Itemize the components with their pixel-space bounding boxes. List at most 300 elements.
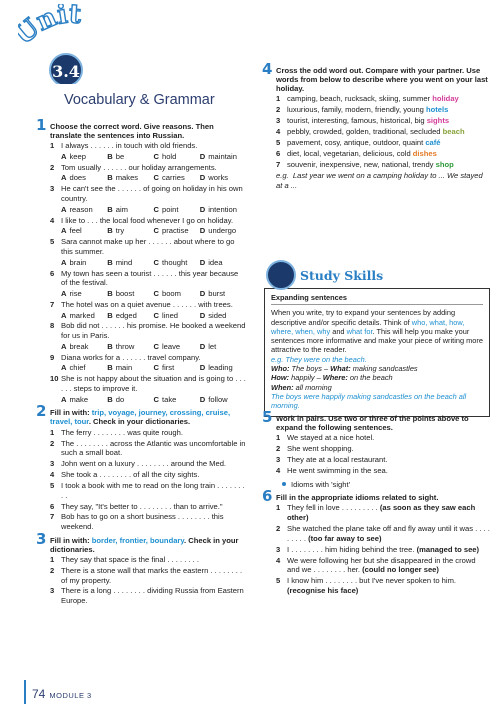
- exercise-item: [50, 374, 246, 393]
- exercise-item: [276, 545, 490, 555]
- item-sentence: We stayed at a nice hotel.: [287, 433, 375, 443]
- option-word: point: [161, 204, 179, 214]
- item-number: 5: [276, 137, 281, 147]
- option-letter: D: [199, 341, 206, 351]
- answer-option: [107, 395, 153, 405]
- item-sentence: There is a long . . . . . . . . dividing Russia from Eastern Europe.: [61, 586, 244, 606]
- item-text: [61, 470, 246, 480]
- item-number: 7: [276, 159, 281, 169]
- item-text: [61, 512, 246, 531]
- item-number: 1: [276, 503, 281, 513]
- option-letter: C: [153, 363, 159, 373]
- option-letter: D: [199, 151, 206, 161]
- item-text: [61, 321, 246, 340]
- item-sentence: Bob did not . . . . . . his promise. He booked a weekend for us in Paris.: [61, 321, 246, 341]
- exercise-item: [50, 586, 246, 605]
- answer-option: [107, 289, 153, 299]
- item-text: [287, 444, 490, 454]
- item-number: 8: [50, 321, 55, 331]
- option-letter: B: [107, 151, 113, 161]
- item-text: [287, 466, 490, 476]
- item-hint: (too far away to see): [308, 533, 382, 543]
- item-sentence: She took a . . . . . . . . of all the city sights.: [61, 470, 200, 480]
- item-headword: holiday: [432, 94, 459, 104]
- option-word: edged: [115, 310, 137, 320]
- option-letter: A: [61, 226, 67, 236]
- item-headword: hotels: [426, 105, 449, 115]
- answer-options: [50, 395, 246, 405]
- option-word: lined: [161, 310, 179, 320]
- option-word: boost: [115, 288, 135, 298]
- item-text: [287, 149, 490, 159]
- item-text: [61, 459, 246, 469]
- exercise-item: [276, 455, 490, 465]
- exercise-number: 5: [262, 408, 273, 426]
- option-word: follow: [208, 394, 228, 404]
- item-sentence: pebbly, crowded, golden, traditional, secluded: [287, 126, 443, 136]
- item-number: 4: [276, 126, 281, 136]
- item-sentence: He can't see the . . . . . . of going on holiday in his own country.: [61, 184, 243, 204]
- option-word: brain: [69, 257, 87, 267]
- exercise-item: [50, 459, 246, 469]
- item-text: [61, 439, 246, 458]
- option-word: works: [208, 173, 229, 183]
- item-headword: dishes: [412, 148, 437, 158]
- answer-option: [61, 363, 107, 373]
- answer-option: [154, 205, 200, 215]
- exercise-item: [276, 576, 490, 595]
- item-sentence: I like to . . . the local food whenever I go on holiday.: [61, 215, 234, 225]
- option-letter: A: [61, 257, 67, 267]
- answer-option: [61, 395, 107, 405]
- option-word: rise: [69, 288, 82, 298]
- exercise-item: [50, 353, 246, 363]
- item-sentence: She is not happy about the situation and is going to . . . . . . steps to improve it.: [61, 374, 246, 394]
- item-sentence: camping, beach, rucksack, skiing, summer: [287, 94, 433, 104]
- answer-option: [154, 342, 200, 352]
- item-text: [287, 455, 490, 465]
- item-number: 1: [276, 94, 281, 104]
- option-word: main: [115, 363, 133, 373]
- item-hint: (recognise his face): [287, 585, 359, 595]
- module-label: MODULE 3: [49, 691, 92, 700]
- option-word: boom: [161, 288, 181, 298]
- option-word: practise: [161, 226, 189, 236]
- exercise-item: [276, 127, 490, 137]
- exercise-instruction: Fill in the appropriate idioms related to sight.: [276, 493, 439, 503]
- exercise-item: [50, 141, 246, 151]
- exercise-item: [276, 94, 490, 104]
- item-headword: beach: [442, 126, 465, 136]
- item-number: 2: [50, 565, 55, 575]
- option-letter: D: [199, 257, 206, 267]
- exercise-item: [276, 444, 490, 454]
- option-letter: C: [153, 310, 159, 320]
- item-number: 3: [276, 454, 281, 464]
- exercise-item: [50, 321, 246, 340]
- answer-option: [200, 342, 246, 352]
- item-sentence: They say, "It's better to . . . . . . . . than to arrive.": [61, 501, 223, 511]
- option-word: makes: [115, 173, 139, 183]
- item-number: 2: [276, 524, 281, 534]
- exercise-item: [50, 163, 246, 173]
- option-word: does: [69, 173, 86, 183]
- item-number: 3: [50, 459, 55, 469]
- option-word: make: [69, 394, 89, 404]
- answer-option: [107, 363, 153, 373]
- item-text: [287, 576, 490, 595]
- item-sentence: John went on a luxury . . . . . . . . around the Med.: [61, 459, 227, 469]
- right-column-bottom: [264, 410, 490, 596]
- item-text: [61, 353, 246, 363]
- answer-options: [50, 258, 246, 268]
- option-letter: B: [107, 204, 113, 214]
- item-number: 5: [50, 480, 55, 490]
- option-letter: B: [107, 173, 113, 183]
- item-text: [287, 503, 490, 522]
- item-sentence: They say that space is the final . . . . . . . .: [61, 554, 200, 564]
- option-letter: A: [61, 363, 67, 373]
- answer-option: [107, 173, 153, 183]
- exercise-instruction: Fill in with: border, frontier, boundary. Check in your dictionaries.: [50, 535, 239, 554]
- item-text: [287, 433, 490, 443]
- item-sentence: The hotel was on a quiet avenue . . . . . . with trees.: [61, 299, 233, 309]
- item-sentence: diet, local, vegetarian, delicious, cold: [287, 148, 413, 158]
- page-number: 74: [32, 687, 46, 701]
- option-letter: C: [153, 341, 159, 351]
- option-word: let: [208, 341, 217, 351]
- study-skills-box: Study Skills Expanding sentences When you write, try to expand your sentences by adding descriptive and/or specific details. Think of who, what, how, where, when, why and what for. This will help you make your sentences more informative and make your piece of writing more attractive to the reader. e.g. They were on the beach. Who: The boys – What: making sandcastles How: happily – Where: on the beach When: all morning The boys were happily making sandcastles on the beach all morning.: [264, 266, 490, 417]
- item-sentence: luxurious, family, modern, friendly, young: [287, 105, 426, 115]
- option-word: aim: [115, 204, 128, 214]
- item-hint: (could no longer see): [362, 565, 439, 575]
- option-letter: C: [153, 226, 159, 236]
- item-sentence: The . . . . . . . . across the Atlantic was uncomfortable in such a small boat.: [61, 438, 246, 458]
- item-sentence: She went shopping.: [287, 444, 354, 454]
- answer-option: [61, 258, 107, 268]
- answer-option: [107, 311, 153, 321]
- answer-option: [154, 363, 200, 373]
- answer-option: [200, 258, 246, 268]
- page-footer: [32, 687, 92, 701]
- item-sentence: souvenir, inexpensive, new, national, trendy: [287, 159, 436, 169]
- answer-options: [50, 152, 246, 162]
- item-text: [61, 163, 246, 173]
- exercise-item: [276, 160, 490, 170]
- item-text: [61, 184, 246, 203]
- item-number: 3: [276, 544, 281, 554]
- answer-option: [61, 173, 107, 183]
- item-headword: sights: [426, 115, 450, 125]
- exercise-item: [276, 433, 490, 443]
- item-text: [61, 555, 246, 565]
- exercise-item: [276, 524, 490, 543]
- exercise-item: [50, 512, 246, 531]
- answer-option: [107, 226, 153, 236]
- unit-number: 3.4: [52, 62, 80, 81]
- item-text: [61, 481, 246, 500]
- option-letter: B: [107, 341, 113, 351]
- answer-option: [154, 152, 200, 162]
- item-sentence: There is a stone wall that marks the eastern . . . . . . . . of my property.: [61, 565, 243, 585]
- exercise-item: [276, 105, 490, 115]
- exercise-instruction: Choose the correct word. Give reasons. Then translate the sentences into Russian.: [50, 122, 214, 140]
- answer-option: [154, 395, 200, 405]
- item-number: 4: [276, 555, 281, 565]
- answer-options: [50, 289, 246, 299]
- item-sentence: They fell in love . . . . . . . . .: [287, 503, 380, 513]
- option-letter: C: [153, 204, 159, 214]
- item-number: 6: [50, 501, 55, 511]
- option-letter: A: [61, 341, 67, 351]
- item-text: [287, 105, 490, 115]
- idioms-heading: Idioms with 'sight': [264, 480, 490, 490]
- exercise-number: 4: [262, 60, 273, 78]
- option-letter: C: [153, 173, 159, 183]
- item-text: [61, 216, 246, 226]
- item-text: [287, 127, 490, 137]
- item-text: [61, 269, 246, 288]
- keyword-list: border, frontier, boundary: [91, 535, 185, 545]
- item-sentence: The ferry . . . . . . . . was quite rough.: [61, 427, 183, 437]
- exercise-item: [50, 439, 246, 458]
- exercise-number: 6: [262, 487, 273, 506]
- section-title: Vocabulary & Grammar: [64, 92, 215, 108]
- answer-options: [50, 173, 246, 183]
- item-headword: café: [425, 137, 441, 147]
- option-letter: D: [199, 363, 206, 373]
- unit-word: nit: [31, 4, 83, 38]
- item-text: [61, 300, 246, 310]
- exercise-item: [50, 481, 246, 500]
- option-word: take: [161, 394, 177, 404]
- item-text: [287, 94, 490, 104]
- answer-option: [61, 342, 107, 352]
- study-skills-result: The boys were happily making sandcastles on the beach all morning.: [271, 391, 467, 411]
- exercise-2: [36, 402, 246, 532]
- item-number: 3: [276, 115, 281, 125]
- item-text: [61, 502, 246, 512]
- item-number: 1: [50, 427, 55, 437]
- answer-option: [154, 258, 200, 268]
- answer-options: [50, 311, 246, 321]
- bullet-icon: [282, 482, 286, 486]
- option-word: throw: [115, 341, 135, 351]
- option-letter: B: [107, 226, 113, 236]
- option-letter: D: [199, 394, 206, 404]
- option-word: break: [69, 341, 89, 351]
- item-text: [287, 116, 490, 126]
- exercise-item: [276, 138, 490, 148]
- option-word: undergo: [208, 226, 237, 236]
- item-text: [287, 524, 490, 543]
- item-text: [61, 586, 246, 605]
- option-letter: B: [107, 257, 113, 267]
- exercise-item: [50, 300, 246, 310]
- item-number: 3: [50, 586, 55, 596]
- answer-option: [61, 289, 107, 299]
- option-word: do: [115, 394, 125, 404]
- item-number: 2: [50, 162, 55, 172]
- exercise-6: [262, 487, 490, 595]
- option-letter: A: [61, 173, 67, 183]
- option-letter: D: [199, 204, 206, 214]
- study-skills-title: Study Skills: [300, 268, 384, 283]
- item-number: 2: [276, 444, 281, 454]
- item-sentence: tourist, interesting, famous, historical, big: [287, 115, 427, 125]
- exercise-3: [36, 529, 246, 606]
- exercise-item: [50, 184, 246, 203]
- option-letter: A: [61, 288, 67, 298]
- item-headword: shop: [435, 159, 454, 169]
- option-letter: D: [199, 173, 206, 183]
- answer-option: [107, 258, 153, 268]
- exercise-number: 1: [36, 116, 47, 134]
- exercise-item: [50, 566, 246, 585]
- item-number: 2: [276, 105, 281, 115]
- item-sentence: Sara cannot make up her . . . . . . about where to go this summer.: [61, 237, 235, 256]
- item-number: 3: [50, 184, 55, 194]
- option-word: keep: [69, 151, 86, 161]
- item-number: 10: [50, 374, 59, 384]
- option-word: carries: [161, 173, 185, 183]
- answer-options: [50, 363, 246, 373]
- study-skills-subtitle: Expanding sentences: [271, 293, 483, 305]
- answer-option: [200, 226, 246, 236]
- option-letter: C: [153, 288, 159, 298]
- option-letter: A: [61, 310, 67, 320]
- item-text: [61, 374, 246, 393]
- answer-options: [50, 226, 246, 236]
- item-number: 4: [50, 470, 55, 480]
- option-letter: D: [199, 310, 206, 320]
- exercise-item: [276, 556, 490, 575]
- item-text: [61, 566, 246, 585]
- option-word: hold: [161, 151, 177, 161]
- item-number: 1: [50, 554, 55, 564]
- item-sentence: pavement, cosy, antique, outdoor, quaint: [287, 137, 426, 147]
- item-text: [287, 138, 490, 148]
- option-word: feel: [69, 226, 82, 236]
- option-letter: C: [153, 257, 159, 267]
- answer-option: [61, 152, 107, 162]
- option-letter: B: [107, 363, 113, 373]
- exercise-item: [50, 269, 246, 288]
- exercise-item: [50, 237, 246, 256]
- option-letter: D: [199, 226, 206, 236]
- item-sentence: We were following her but she disappeared in the crowd and we . . . . . . . . her.: [287, 555, 476, 575]
- keyword-list: trip, voyage, journey, crossing, cruise, travel, tour: [50, 408, 231, 427]
- option-word: leading: [208, 363, 233, 373]
- item-sentence: She watched the plane take off and fly away until it was . . . . . . . . .: [287, 524, 490, 543]
- left-column: [38, 118, 246, 606]
- exercise-1: [36, 116, 246, 404]
- item-sentence: I took a book with me to read on the long train . . . . . . . . .: [61, 480, 245, 500]
- answer-option: [61, 226, 107, 236]
- option-letter: D: [199, 288, 206, 298]
- option-word: reason: [69, 204, 93, 214]
- answer-option: [200, 395, 246, 405]
- study-skills-example: e.g. They were on the beach.: [271, 354, 367, 364]
- option-word: sided: [208, 310, 227, 320]
- exercise-item: [276, 149, 490, 159]
- item-text: [287, 556, 490, 575]
- item-number: 5: [50, 237, 55, 247]
- item-number: 2: [50, 438, 55, 448]
- study-skills-icon: [266, 260, 296, 290]
- option-word: leave: [161, 341, 181, 351]
- item-text: [287, 160, 490, 170]
- exercise-5: [262, 408, 490, 476]
- item-text: [61, 428, 246, 438]
- item-number: 1: [276, 433, 281, 443]
- option-letter: B: [107, 310, 113, 320]
- item-text: [287, 545, 490, 555]
- answer-option: [200, 289, 246, 299]
- item-text: [61, 141, 246, 151]
- answer-option: [200, 363, 246, 373]
- answer-option: [61, 205, 107, 215]
- exercise-instruction: Fill in with: trip, voyage, journey, crossing, cruise, travel, tour. Check in your dictionaries.: [50, 408, 231, 427]
- option-word: thought: [161, 257, 188, 267]
- answer-option: [200, 152, 246, 162]
- item-sentence: They ate at a local restaurant.: [287, 454, 388, 464]
- answer-option: [200, 311, 246, 321]
- item-sentence: I know him . . . . . . . . but I've never spoken to him.: [287, 576, 457, 586]
- option-letter: C: [153, 394, 159, 404]
- exercise-instruction: Work in pairs. Use two or three of the points above to expand the following sentences.: [276, 414, 469, 432]
- item-hint: (as soon as they saw each other): [287, 503, 476, 523]
- answer-option: [154, 173, 200, 183]
- unit-logo: [18, 4, 108, 84]
- option-word: mind: [115, 257, 133, 267]
- answer-option: [200, 173, 246, 183]
- item-text: [61, 237, 246, 256]
- right-column-top: [264, 62, 490, 191]
- exercise-item: [276, 466, 490, 476]
- item-sentence: Diana works for a . . . . . . travel company.: [61, 352, 201, 362]
- option-letter: A: [61, 394, 67, 404]
- answer-options: [50, 205, 246, 215]
- option-letter: B: [107, 288, 113, 298]
- answer-option: [154, 311, 200, 321]
- answer-option: [107, 205, 153, 215]
- option-word: intention: [208, 204, 237, 214]
- item-number: 1: [50, 141, 55, 151]
- item-sentence: I always . . . . . . in touch with old friends.: [61, 141, 198, 151]
- item-number: 9: [50, 352, 55, 362]
- option-word: first: [161, 363, 175, 373]
- item-sentence: Tom usually . . . . . . our holiday arrangements.: [61, 162, 217, 172]
- answer-option: [61, 311, 107, 321]
- answer-option: [107, 342, 153, 352]
- item-number: 6: [276, 148, 281, 158]
- option-letter: A: [61, 151, 67, 161]
- exercise-item: [50, 470, 246, 480]
- item-sentence: I . . . . . . . . him hiding behind the tree.: [287, 544, 417, 554]
- option-word: burst: [208, 288, 226, 298]
- exercise-item: [50, 555, 246, 565]
- item-hint: (managed to see): [416, 544, 480, 554]
- option-word: chief: [69, 363, 86, 373]
- item-number: 5: [276, 576, 281, 586]
- study-skills-body: When you write, try to expand your sentences by adding descriptive and/or specific details. Think of who, what, how, where, when, why and what for. This will help you make your sentences more informative and make your piece of writing more attractive to the reader.: [271, 308, 483, 355]
- item-number: 4: [276, 465, 281, 475]
- answer-options: [50, 342, 246, 352]
- example-sentence: e.g. Last year we went on a camping holiday to ... We stayed at a ...: [276, 171, 483, 190]
- option-word: try: [115, 226, 125, 236]
- exercise-4: [262, 60, 490, 191]
